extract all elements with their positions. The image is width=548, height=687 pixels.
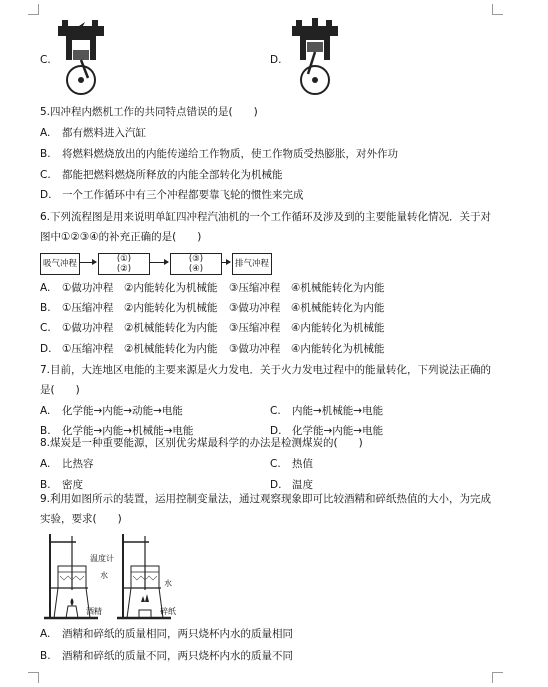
- water-label-2: 水: [164, 579, 172, 588]
- q7-stem-line1: 7.目前，大连地区电能的主要来源是火力发电．关于火力发电过程中的能量转化，下列说法正确的: [40, 364, 492, 376]
- flow-start-box: 吸气冲程: [40, 253, 80, 275]
- q7-option-a[interactable]: A. 化学能→内能→动能→电能: [40, 405, 183, 417]
- flow-box-1: [98, 253, 150, 275]
- q7-option-d[interactable]: D. 化学能→内能→电能: [270, 425, 384, 437]
- page-corner-mark: [492, 672, 503, 683]
- q5-option-c[interactable]: C. 都能把燃料燃烧所释放的内能全部转化为机械能: [40, 169, 283, 181]
- flow-box-2-top: (③): [188, 254, 204, 264]
- q8-option-b[interactable]: B. 密度: [40, 479, 83, 491]
- page-corner-mark: [28, 4, 39, 15]
- q8-option-d[interactable]: D. 温度: [270, 479, 313, 491]
- flow-box-1-top: (①): [116, 254, 132, 264]
- alcohol-label: 酒精: [86, 607, 102, 616]
- page-corner-mark: [28, 672, 39, 683]
- q6-flowchart: [40, 253, 270, 275]
- q8-option-a[interactable]: A. 比热容: [40, 458, 94, 470]
- flow-arrow: [222, 262, 230, 263]
- q6-option-d[interactable]: D. ①压缩冲程 ②机械能转化为内能 ③做功冲程 ④内能转化为机械能: [40, 343, 385, 355]
- flow-end-box: 排气冲程: [232, 253, 272, 275]
- q7-stem-line2: 是( ): [40, 384, 80, 396]
- q6-stem-line1: 6.下列流程图是用来说明单缸四冲程汽油机的一个工作循环及涉及到的主要能量转化情况．关于对: [40, 211, 492, 223]
- q6-option-b[interactable]: B. ①压缩冲程 ②内能转化为机械能 ③做功冲程 ④机械能转化为内能: [40, 302, 385, 314]
- thermometer-label: 温度计: [90, 554, 114, 563]
- flow-arrow: [80, 262, 96, 263]
- q9-option-a[interactable]: A. 酒精和碎纸的质量相同，两只烧杯内水的质量相同: [40, 628, 293, 640]
- flow-box-2-bottom: (④): [188, 264, 204, 274]
- q5-option-d[interactable]: D. 一个工作循环中有三个冲程都要靠飞轮的惯性来完成: [40, 189, 304, 201]
- q8-stem: 8.煤炭是一种重要能源，区别优劣煤最科学的办法是检测煤炭的( ): [40, 437, 363, 449]
- q4-option-c-label: C.: [40, 54, 51, 66]
- q4-option-d-label: D.: [270, 54, 282, 66]
- flow-box-1-bottom: (②): [116, 264, 132, 274]
- page-corner-mark: [492, 4, 503, 15]
- q6-stem-line2: 图中①②③④的补充正确的是( ): [40, 231, 202, 243]
- q8-option-c[interactable]: C. 热值: [270, 458, 313, 470]
- flow-box-2: [170, 253, 222, 275]
- engine-figure-c: [52, 16, 110, 98]
- flow-arrow: [150, 262, 168, 263]
- q9-stem-line2: 实验，要求( ): [40, 513, 122, 525]
- q9-option-b[interactable]: B. 酒精和碎纸的质量不同，两只烧杯内水的质量不同: [40, 650, 293, 662]
- q5-stem: 5.四冲程内燃机工作的共同特点错误的是( ): [40, 106, 258, 118]
- engine-figure-d: [286, 16, 344, 98]
- q5-option-b[interactable]: B. 将燃料燃烧放出的内能传递给工作物质，使工作物质受热膨胀，对外作功: [40, 148, 398, 160]
- q7-option-c[interactable]: C. 内能→机械能→电能: [270, 405, 384, 417]
- q7-option-b[interactable]: B. 化学能→内能→机械能→电能: [40, 425, 194, 437]
- q9-stem-line1: 9.利用如图所示的装置，运用控制变量法，通过观察现象即可比较酒精和碎纸热值的大小，为完成: [40, 493, 492, 505]
- paper-label: 碎纸: [160, 607, 176, 616]
- q5-option-a[interactable]: A. 都有燃料进入汽缸: [40, 127, 146, 139]
- q6-option-a[interactable]: A. ①做功冲程 ②内能转化为机械能 ③压缩冲程 ④机械能转化为内能: [40, 282, 385, 294]
- water-label-1: 水: [100, 571, 108, 580]
- q6-option-c[interactable]: C. ①做功冲程 ②机械能转化为内能 ③压缩冲程 ④内能转化为机械能: [40, 322, 385, 334]
